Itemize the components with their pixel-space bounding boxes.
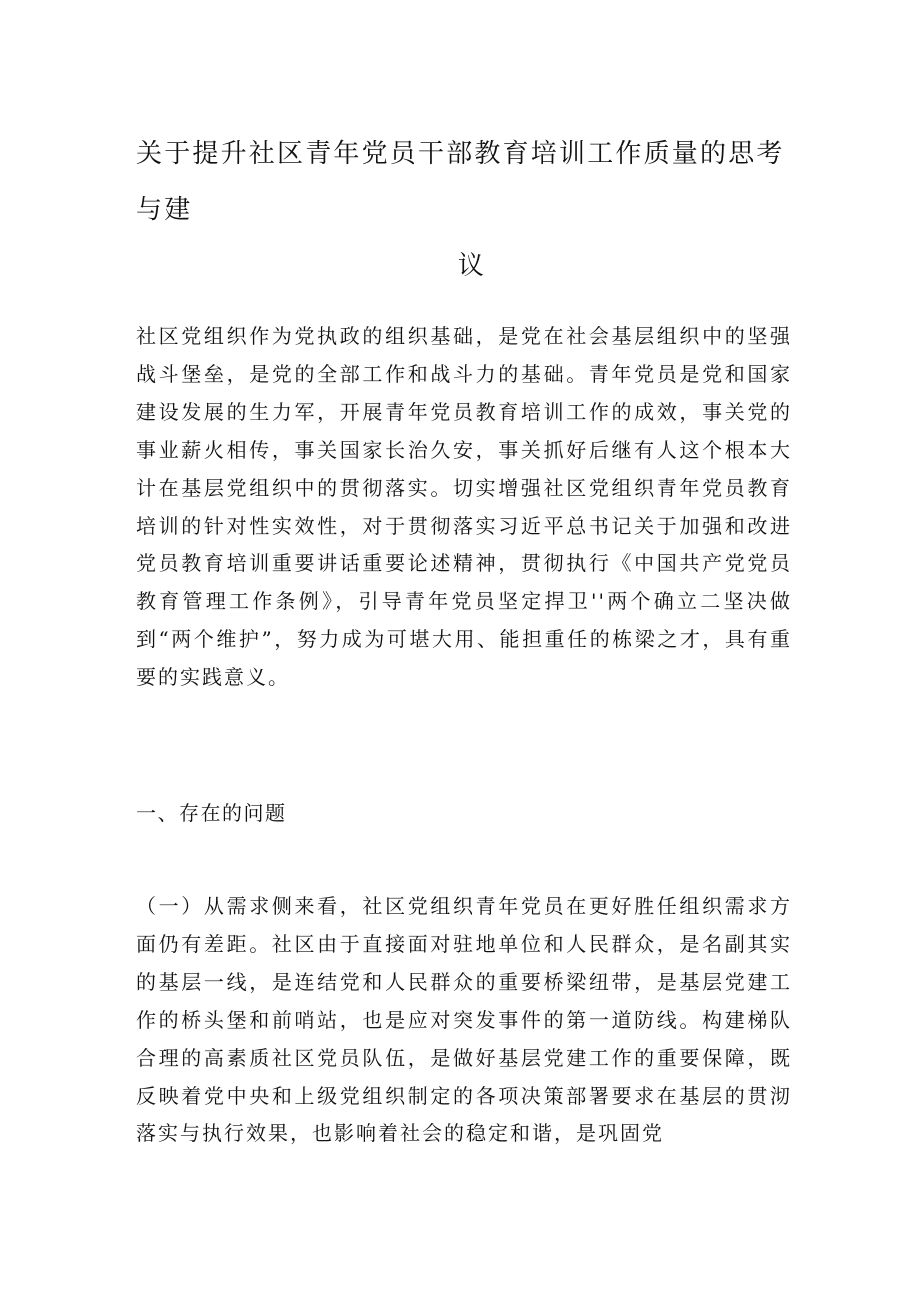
intro-paragraph: 社区党组织作为党执政的组织基础，是党在社会基层组织中的坚强战斗堡垒，是党的全部工作和战斗力的基础。青年党员是党和国家建设发展的生力军，开展青年党员教育培训工作的成效，事关党的事业薪火相传，事关国家长治久安，事关抓好后继有人这个根本大计在基层党组织中的贯彻落实。切实增强社区党组织青年党员教育培训的针对性实效性，对于贯彻落实习近平总书记关于加强和改进党员教育培训重要讲话重要论述精神，贯彻执行《中国共产党党员教育管理工作条例》，引导青年党员坚定捍卫''两个确立二坚决做到“两个维护”，努力成为可堪大用、能担重任的栋梁之才，具有重要的实践意义。 <box>136 324 792 690</box>
section-heading: 一、存在的问题 <box>136 801 287 825</box>
title-line-2: 议 <box>457 251 487 281</box>
section-paragraph: （一）从需求侧来看，社区党组织青年党员在更好胜任组织需求方面仍有差距。社区由于直接面对驻地单位和人民群众，是名副其实的基层一线，是连结党和人民群众的重要桥梁纽带，是基层党建工作的桥头堡和前哨站，也是应对突发事件的第一道防线。构建梯队合理的高素质社区党员队伍，是做好基层党建工作的重要保障，既反映着党中央和上级党组织制定的各项决策部署要求在基层的贯沏落实与执行效果，也影响着社会的稳定和谐，是巩固党 <box>136 894 792 1146</box>
document-title <box>136 126 796 294</box>
title-line-1: 关于提升社区青年党员干部教育培训工作质量的思考与建 <box>136 139 785 225</box>
